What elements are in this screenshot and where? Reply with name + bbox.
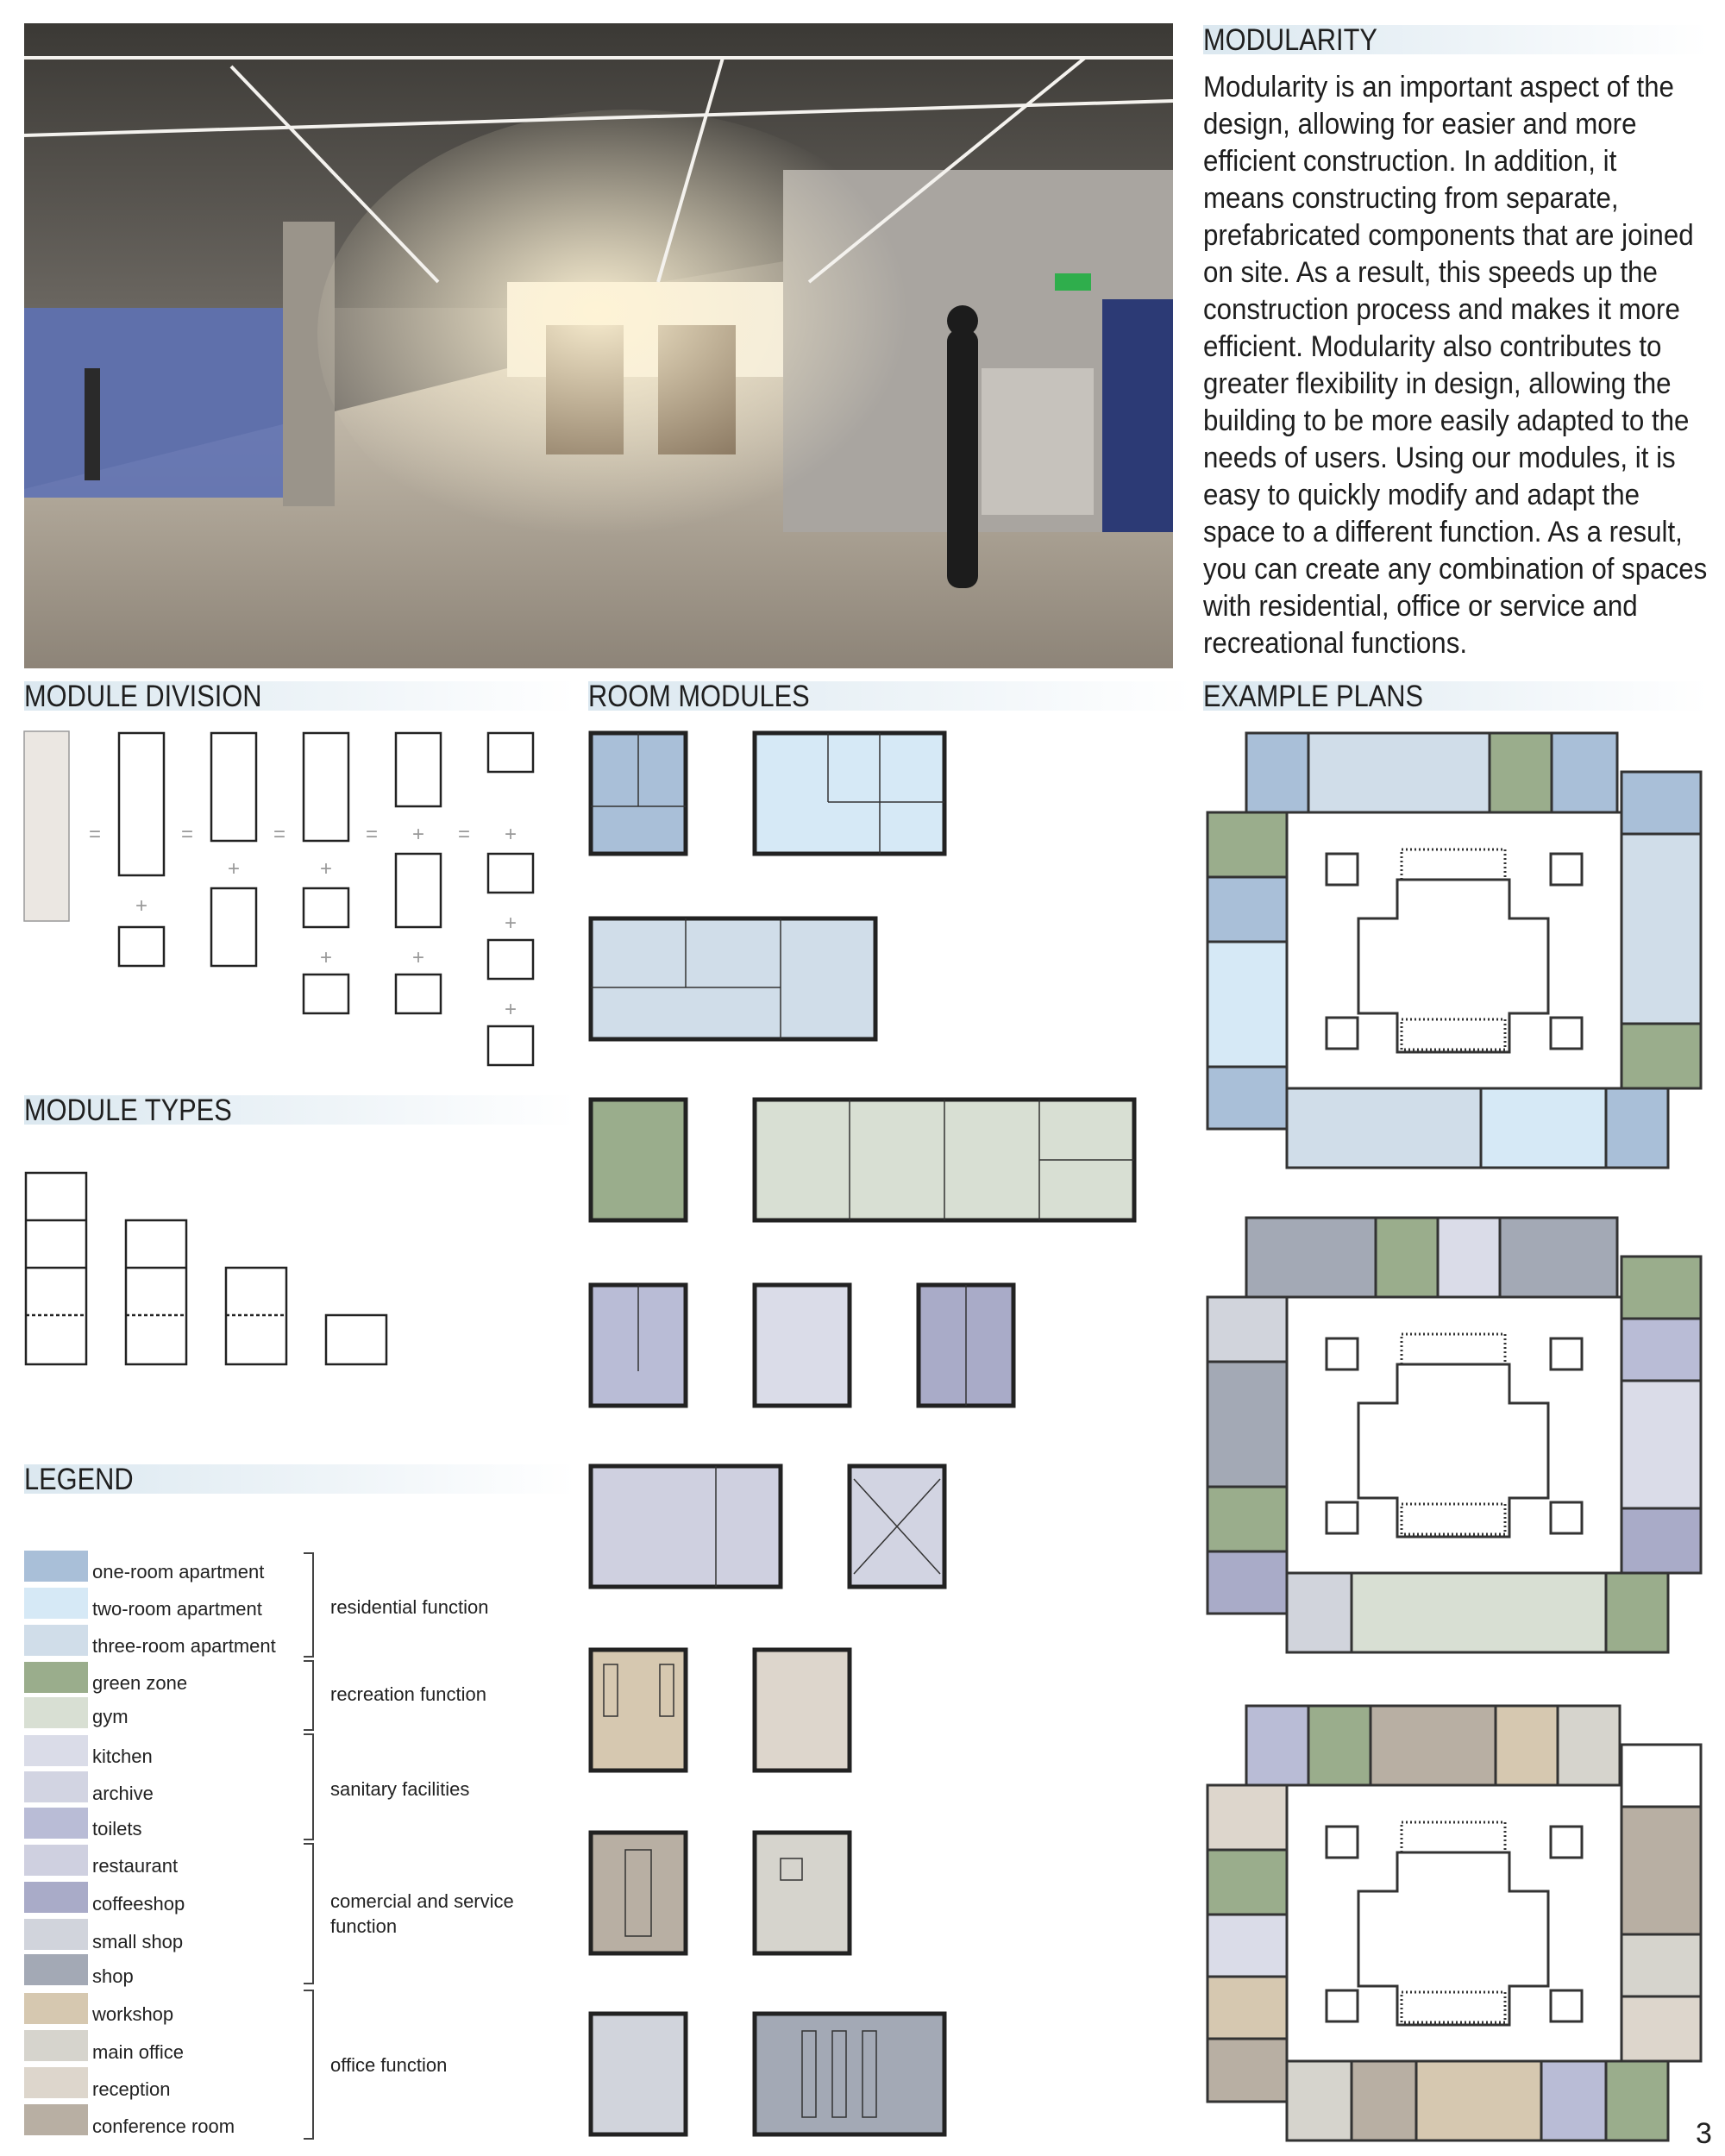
modularity-description	[1203, 69, 1708, 662]
room-module	[755, 1833, 850, 1953]
legend-label: one-room apartment	[92, 1561, 265, 1583]
legend-bracket	[304, 1660, 314, 1731]
legend-swatch	[24, 1625, 88, 1656]
equals-sign: =	[366, 823, 379, 846]
room-module	[591, 918, 875, 1039]
legend-swatch	[24, 2030, 88, 2061]
legend-label: conference room	[92, 2115, 235, 2137]
text-line: efficient. Modularity also contributes to	[1203, 330, 1662, 363]
legend-swatch	[24, 1735, 88, 1766]
room-module	[591, 1466, 781, 1587]
plus-sign: +	[320, 857, 333, 881]
text-line: needs of users. Using our modules, it is	[1203, 442, 1676, 474]
module-division-heading: MODULE DIVISION	[24, 681, 576, 711]
legend-swatch	[24, 1954, 88, 1985]
room-module	[755, 1285, 850, 1406]
legend-swatch	[24, 1697, 88, 1728]
legend-bracket	[304, 1843, 314, 1984]
legend-swatch	[24, 1808, 88, 1839]
legend-group-label: recreation function	[330, 1683, 486, 1705]
legend-bracket	[304, 1733, 314, 1840]
legend-label: two-room apartment	[92, 1598, 262, 1620]
text-line: you can create any combination of spaces	[1203, 553, 1708, 586]
example-plan-2	[1208, 1218, 1701, 1652]
legend-swatch	[24, 2067, 88, 2098]
text-line: building to be more easily adapted to the	[1203, 404, 1690, 437]
legend-bracket	[304, 1990, 314, 2140]
text-line: recreational functions.	[1203, 627, 1468, 660]
text-line: means constructing from separate,	[1203, 182, 1619, 215]
text-line: Modularity is an important aspect of the	[1203, 71, 1674, 103]
module-division-diagram	[0, 724, 586, 1069]
legend-swatch	[24, 1588, 88, 1619]
equals-sign: =	[273, 823, 286, 846]
room-module	[755, 733, 944, 854]
room-module	[591, 1833, 686, 1953]
plus-sign: +	[505, 823, 518, 846]
legend-label: restaurant	[92, 1855, 179, 1877]
room-module	[755, 1650, 850, 1771]
legend-bracket	[304, 1552, 314, 1658]
equals-sign: =	[458, 823, 471, 846]
legend-label: shop	[92, 1965, 134, 1987]
legend-label: workshop	[92, 2003, 174, 2025]
legend-swatch	[24, 1662, 88, 1693]
legend-label: three-room apartment	[92, 1635, 276, 1657]
legend-label: archive	[92, 1783, 154, 1804]
plus-sign: +	[412, 823, 425, 846]
example-plan-3	[1208, 1706, 1701, 2140]
legend-label: green zone	[92, 1672, 188, 1694]
equals-sign: =	[89, 823, 102, 846]
room-modules-heading: ROOM MODULES	[588, 681, 1192, 711]
legend-group-label: comercial and service function	[330, 1890, 514, 1937]
text-line: on site. As a result, this speeds up the	[1203, 256, 1658, 289]
text-line: with residential, office or service and	[1203, 590, 1638, 623]
legend-swatch	[24, 1882, 88, 1913]
legend-group-label: residential function	[330, 1596, 489, 1618]
legend-swatch	[24, 1771, 88, 1802]
legend-label: kitchen	[92, 1745, 153, 1767]
legend-heading: LEGEND	[24, 1464, 576, 1494]
text-line: prefabricated components that are joined	[1203, 219, 1694, 252]
plus-sign: +	[505, 912, 518, 935]
legend-label: coffeeshop	[92, 1893, 185, 1915]
legend-label: gym	[92, 1706, 129, 1727]
room-module	[591, 2014, 686, 2134]
text-line: greater flexibility in design, allowing the	[1203, 367, 1672, 400]
legend-swatch	[24, 1919, 88, 1950]
text-line: space to a different function. As a result,	[1203, 516, 1683, 548]
modularity-heading: MODULARITY	[1203, 25, 1708, 54]
example-plans-drawings	[1203, 729, 1712, 2152]
legend-label: small shop	[92, 1931, 184, 1952]
legend-swatch	[24, 1845, 88, 1876]
page-number: 3	[1696, 2117, 1712, 2150]
text-line: easy to quickly modify and adapt the	[1203, 479, 1640, 511]
module-types-diagram	[0, 1164, 397, 1380]
legend-swatch	[24, 2104, 88, 2135]
module-types-heading: MODULE TYPES	[24, 1095, 576, 1125]
legend-swatch	[24, 1993, 88, 2024]
legend-label: main office	[92, 2041, 184, 2063]
equals-sign: =	[181, 823, 194, 846]
legend-swatch	[24, 1551, 88, 1582]
plus-sign: +	[228, 857, 241, 881]
room-module	[755, 2014, 944, 2134]
text-line: design, allowing for easier and more	[1203, 108, 1637, 141]
legend-group-label: office function	[330, 2054, 448, 2076]
text-line: efficient construction. In addition, it	[1203, 145, 1617, 178]
legend-label: toilets	[92, 1818, 142, 1839]
example-plans-heading: EXAMPLE PLANS	[1203, 681, 1708, 711]
example-plan-1	[1208, 733, 1701, 1168]
interior-render-photo	[24, 23, 1173, 668]
plus-sign: +	[412, 946, 425, 969]
legend-group-label: sanitary facilities	[330, 1778, 470, 1800]
plus-sign: +	[320, 946, 333, 969]
plus-sign: +	[505, 998, 518, 1021]
text-line: construction process and makes it more	[1203, 293, 1680, 326]
room-module	[591, 1100, 686, 1220]
room-modules-drawings	[586, 729, 1147, 2152]
room-module	[591, 1650, 686, 1771]
legend-label: reception	[92, 2078, 171, 2100]
plus-sign: +	[135, 894, 148, 918]
